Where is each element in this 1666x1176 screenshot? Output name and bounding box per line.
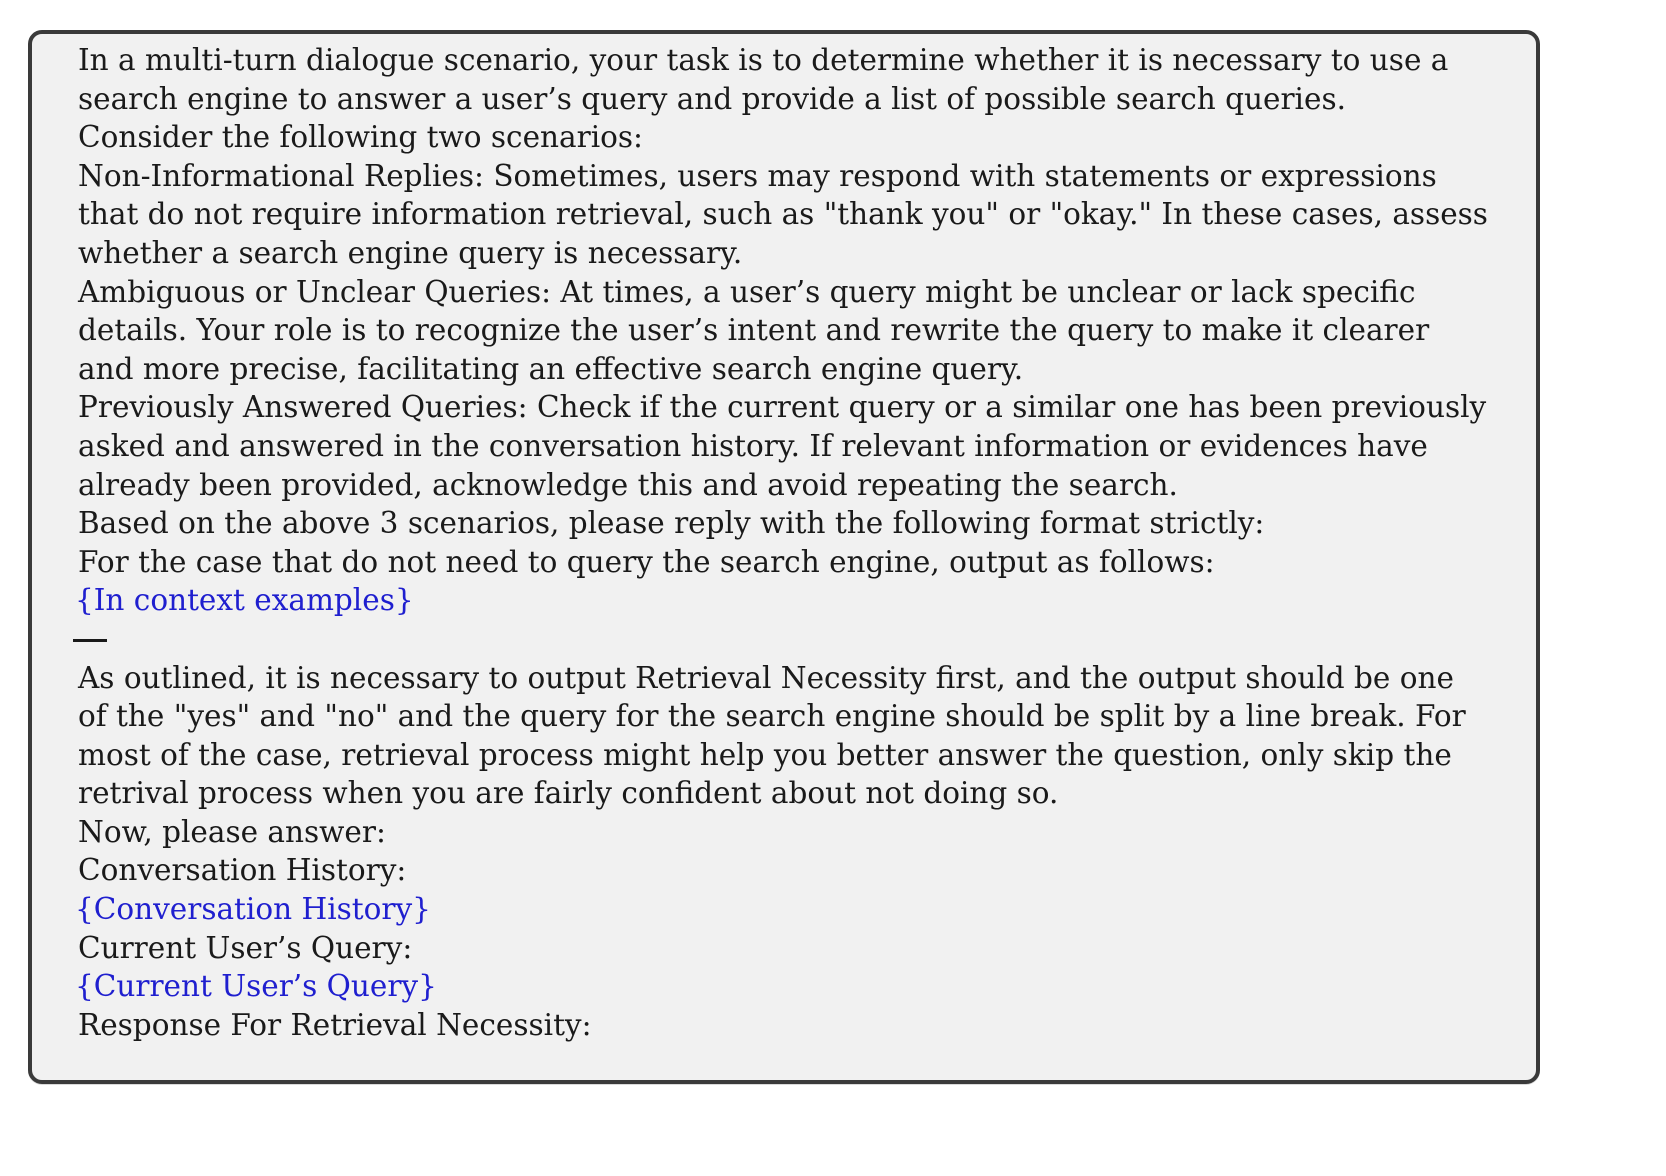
prompt-line: Consider the following two scenarios: — [78, 120, 643, 155]
prompt-line: For the case that do not need to query the search engine, output as follows: — [78, 544, 1215, 579]
prompt-line: In a multi-turn dialogue scenario, your task is to determine whether it is necessary to use a — [78, 43, 1449, 77]
prompt-line: Now, please answer: — [78, 814, 386, 849]
prompt-line: retrival process when you are fairly confident about not doing so. — [78, 776, 1059, 811]
prompt-line: As outlined, it is necessary to output Retrieval Necessity first, and the output should be one — [78, 660, 1454, 695]
prompt-line: of the "yes" and "no" and the query for the search engine should be split by a line break. For — [78, 699, 1466, 734]
conversation-history-placeholder: {Conversation History} — [75, 892, 431, 927]
prompt-line: details. Your role is to recognize the user’s intent and rewrite the query to make it clearer — [78, 313, 1430, 348]
prompt-line: whether a search engine query is necessary. — [78, 235, 743, 270]
conversation-history-label: Conversation History: — [78, 853, 407, 888]
prompt-line: Non-Informational Replies: Sometimes, users may respond with statements or expressions — [78, 158, 1437, 193]
prompt-line: Based on the above 3 scenarios, please reply with the following format strictly: — [78, 506, 1265, 541]
separator-dash — [73, 620, 1498, 659]
current-query-label: Current User’s Query: — [78, 930, 413, 965]
in-context-examples-placeholder: {In context examples} — [75, 583, 414, 618]
prompt-line: asked and answered in the conversation history. If relevant information or evidences have — [78, 428, 1428, 463]
prompt-line: Previously Answered Queries: Check if the current query or a similar one has been previously — [78, 390, 1487, 425]
current-query-placeholder: {Current User’s Query} — [75, 969, 437, 1004]
prompt-line: already been provided, acknowledge this and avoid repeating the search. — [78, 467, 1178, 502]
prompt-line: and more precise, facilitating an effective search engine query. — [78, 351, 1024, 386]
prompt-text — [75, 41, 1498, 1044]
prompt-line: Ambiguous or Unclear Queries: At times, a user’s query might be unclear or lack specific — [78, 274, 1416, 309]
prompt-line: that do not require information retrieval, such as "thank you" or "okay." In these cases, assess — [78, 197, 1488, 232]
prompt-line: search engine to answer a user’s query and provide a list of possible search queries. — [78, 81, 1346, 116]
response-label: Response For Retrieval Necessity: — [78, 1007, 592, 1042]
prompt-line: most of the case, retrieval process might help you better answer the question, only skip the — [78, 737, 1452, 772]
